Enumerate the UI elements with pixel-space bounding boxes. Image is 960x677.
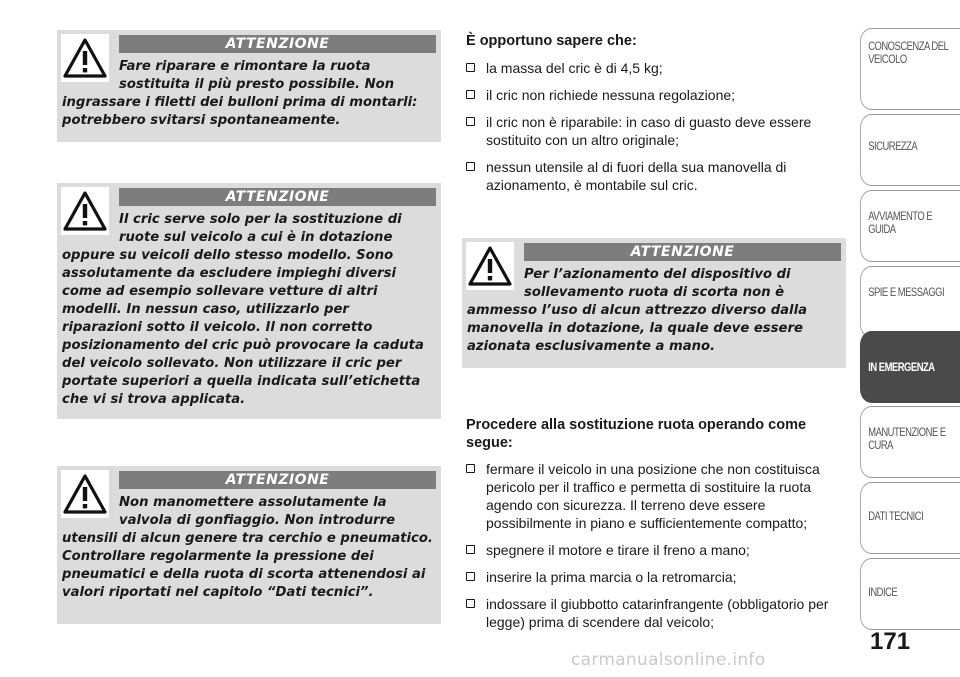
list-item: spegnere il motore e tirare il freno a mano;: [466, 541, 844, 559]
warning-box-2: [57, 183, 441, 419]
warning-title: ATTENZIONE: [524, 243, 841, 261]
tab-spie-e-messaggi[interactable]: SPIE E MESSAGGI: [860, 266, 960, 338]
warning-title: ATTENZIONE: [119, 188, 436, 206]
list-item: la massa del cric è di 4,5 kg;: [466, 59, 844, 77]
tab-in-emergenza[interactable]: IN EMERGENZA: [860, 331, 960, 403]
tab-sicurezza[interactable]: SICUREZZA: [860, 114, 960, 186]
warning-box-3: [57, 466, 441, 624]
warning-text: Per l’azionamento del dispositivo di sollevamento ruota di scorta non è ammesso l’uso di alcun attrezzo diverso dalla manovella in dotazione, la quale deve essere azionata esclusivamente a mano.: [467, 267, 807, 354]
warning-box-1: [57, 30, 441, 142]
tab-conoscenza-del-veicolo[interactable]: CONOSCENZA DEL VEICOLO: [860, 28, 960, 110]
warning-text: Il cric serve solo per la sostituzione di ruote sul veicolo a cui è in dotazione oppure su veicoli dello stesso modello. Sono assolutamente da escludere impieghi diversi come ad esempio sollevare vetture di altri modelli. In nessun caso, utilizzarlo per riparazioni sotto il veicolo. Il non corretto posizionamento del cric può provocare la caduta del veicolo sollevato. Non utilizzare il cric per portate superiori a quella indicata sull’etichetta che vi si trova applicata.: [62, 212, 424, 407]
tab-indice[interactable]: INDICE: [860, 558, 960, 630]
warning-title: ATTENZIONE: [119, 471, 436, 489]
warning-box-4: [462, 238, 846, 368]
list-item: nessun utensile al di fuori della sua manovella di azionamento, è montabile sul cric.: [466, 158, 844, 194]
checkbox-bullet-icon: [466, 117, 475, 126]
checkbox-bullet-icon: [466, 572, 475, 581]
section-heading-2: Procedere alla sostituzione ruota operando come segue:: [466, 417, 807, 451]
page-number: 171: [870, 628, 911, 655]
checkbox-bullet-icon: [466, 162, 475, 171]
list-item: il cric non richiede nessuna regolazione;: [466, 86, 844, 104]
list-item: fermare il veicolo in una posizione che non costituisca pericolo per il traffico e permetta di sostituire la ruota agendo con sicurezza. Il terreno deve essere possibilmente in piano e sufficientemente compatto;: [466, 460, 844, 532]
list-item: il cric non è riparabile: in caso di guasto deve essere sostituito con un altro originale;: [466, 113, 844, 149]
tab-dati-tecnici[interactable]: DATI TECNICI: [860, 482, 960, 554]
tab-manutenzione-e-cura[interactable]: MANUTENZIONE E CURA: [860, 406, 960, 478]
checkbox-bullet-icon: [466, 464, 475, 473]
checkbox-bullet-icon: [466, 63, 475, 72]
warning-text: Non manomettere assolutamente la valvola di gonfiaggio. Non introdurre utensili di alcun genere tra cerchio e pneumatico. Controllare regolarmente la pressione dei pneumatici e della ruota di scorta attenendosi ai valori riportati nel capitolo “Dati tecnici”.: [62, 495, 433, 600]
checkbox-bullet-icon: [466, 545, 475, 554]
warning-text: Fare riparare e rimontare la ruota sostituita il più presto possibile. Non ingrassare i filetti dei bulloni prima di montarli: potrebbero svitarsi spontaneamente.: [62, 59, 418, 128]
tab-avviamento-e-guida[interactable]: AVVIAMENTO E GUIDA: [860, 190, 960, 262]
list-item: indossare il giubbotto catarinfrangente (obbligatorio per legge) prima di scendere dal veicolo;: [466, 595, 844, 631]
checkbox-bullet-icon: [466, 90, 475, 99]
watermark: carmanualsonline.info: [571, 650, 766, 670]
bullet-list-1: [466, 59, 844, 203]
section-heading-1: È opportuno sapere che:: [466, 33, 637, 49]
checkbox-bullet-icon: [466, 599, 475, 608]
list-item: inserire la prima marcia o la retromarcia;: [466, 568, 844, 586]
bullet-list-2: [466, 460, 844, 640]
warning-title: ATTENZIONE: [119, 35, 436, 53]
